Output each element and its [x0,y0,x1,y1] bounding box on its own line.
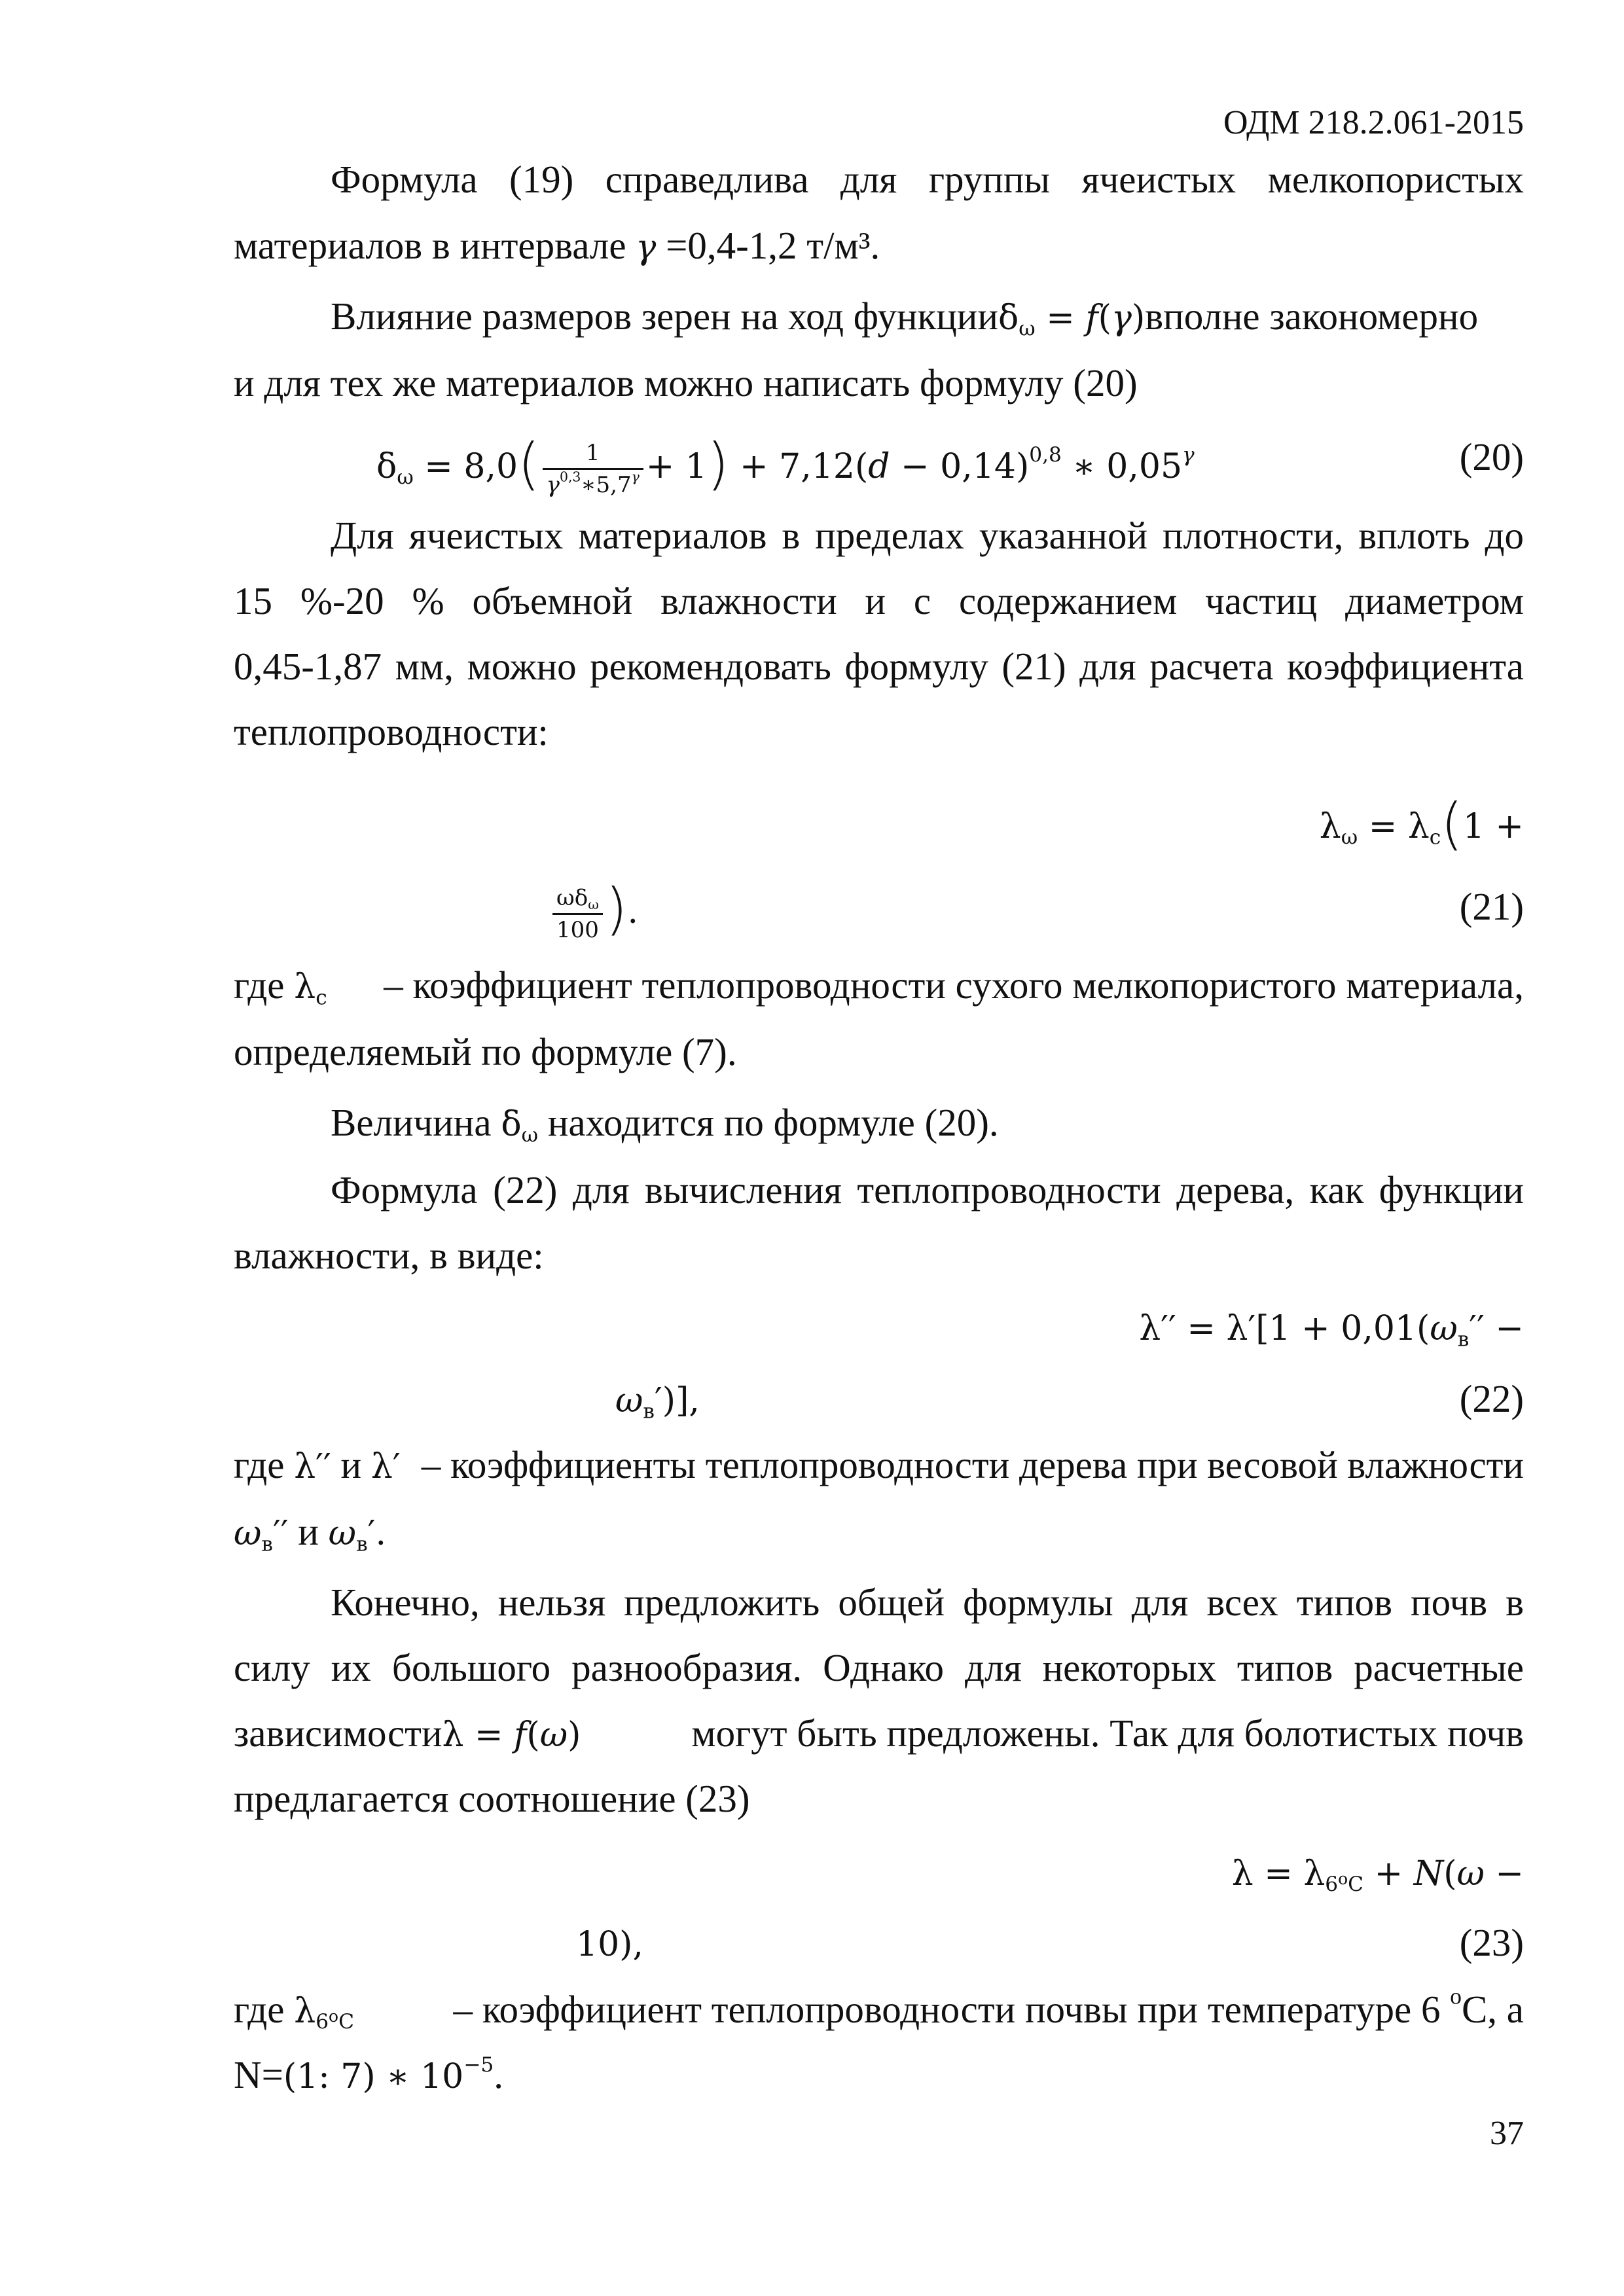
paragraph-3-line-1: Для ячеистых материалов в пределах указанной плотности, вплоть до [331,514,1524,557]
equation-20: $\delta_\omega = 8,0$( $\frac{1}{\gamma^{0,3}∗5,7^\gamma}$ + $1) + 7,12(d - 0,14)^{0,8}$ ∗ $0,05^\gamma$ [376,431,1195,498]
paragraph-9-line-1: где $\lambda_{6^оС}$ – коэффициент теплопроводности почвы при температуре 6 $^о$С, а [234,1982,1524,2034]
paragraph-4-line-2: определяемый по формуле (7). [234,1030,737,1073]
formula-delta-f-gamma: $\delta_\omega = f(\gamma)$ [998,298,1146,341]
equation-20-number: (20) [1459,435,1524,478]
paragraph-2-line-1: Влияние размеров зерен на ход функцииδ$_\omega$ = f(γ)вполне закономерно [331,295,1479,341]
equation-23-number: (23) [1459,1921,1524,1964]
document-code: ОДМ 218.2.061-2015 [1223,104,1524,141]
paragraph-5: Величина $\delta_\omega$ находится по формуле (20). [331,1101,999,1147]
paragraph-7-line-2: $\omega_в''$ и $\omega_в'$. [234,1510,386,1556]
equation-22-number: (22) [1459,1377,1524,1420]
equation-21-part-1: $\lambda_\omega = \lambda_с(1$ + [1319,791,1524,857]
equation-23-part-2: 10), [576,1925,643,1964]
paragraph-8-line-3: зависимостиλ = f(ω) могут быть предложены. Так для болотистых почв [234,1712,1524,1755]
page-number: 37 [1490,2115,1524,2152]
equation-21-number: (21) [1459,885,1524,928]
equation-21-part-2: $\frac{\omega\delta_\omega}{100}$ ). [550,870,638,951]
paragraph-6-line-1: Формула (22) для вычисления теплопроводности дерева, как функции [331,1168,1524,1211]
paragraph-1-line-1: Формула (19) справедлива для группы ячеистых мелкопористых [331,158,1524,201]
paragraph-3-line-4: теплопроводности: [234,710,549,753]
equation-22-part-2: $\omega_в'$)], [615,1381,700,1424]
gamma-symbol: γ [636,228,657,267]
paragraph-4-line-1: где $\lambda_с$ – коэффициент теплопроводности сухого мелкопористого материала, [234,963,1524,1010]
paragraph-8-line-1: Конечно, нельзя предложить общей формулы для всех типов почв в [331,1581,1524,1624]
paragraph-1-line-2: материалов в интервале γ =0,4-1,2 т/м³. [234,224,880,267]
paragraph-9-line-2: N=(1: 7) ∗ $10^{-5}$. [234,2053,503,2096]
paragraph-3-line-3: 0,45-1,87 мм, можно рекомендовать формулу (21) для расчета коэффициента [234,645,1524,688]
paragraph-6-line-2: влажности, в виде: [234,1234,544,1277]
paragraph-8-line-4: предлагается соотношение (23) [234,1777,750,1820]
paragraph-2-line-2: и для тех же материалов можно написать формулу (20) [234,361,1138,404]
paragraph-8-line-2: силу их большого разнообразия. Однако для некоторых типов расчетные [234,1646,1524,1689]
paragraph-7-line-1: где λ′′ и λ′ – коэффициенты теплопроводности дерева при весовой влажности [234,1443,1524,1486]
equation-22-part-1: $\lambda'' = \lambda'[1 + 0,01(\omega_в''$ − [1139,1309,1524,1352]
paragraph-3-line-2: 15 %-20 % объемной влажности и с содержанием частиц диаметром [234,579,1524,622]
equation-23-part-1: $\lambda = \lambda_{6^оС} + N(\omega$ − [1231,1854,1524,1897]
